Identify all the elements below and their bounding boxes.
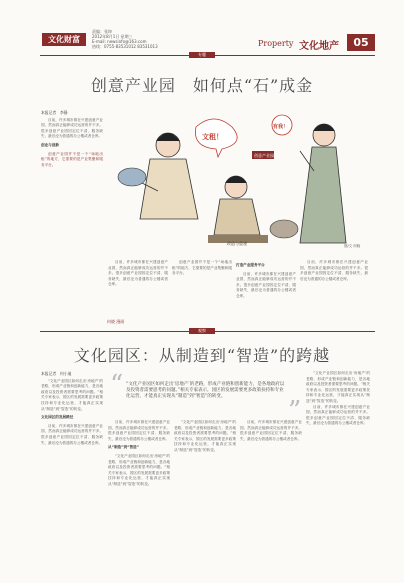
article-text: 目前，许多城市都在兴建创意产业园，然而真正能够成功运营的并不多。很多创意产业园因定位不清、服务缺失，最后沦为普通的办公楼或者仓库。 bbox=[41, 423, 103, 445]
speech-text-right: 有我！ bbox=[273, 124, 289, 130]
article-headline: 创意产业园 如何点“石”成金 bbox=[90, 76, 314, 95]
speech-text-left: 文租！ bbox=[202, 133, 223, 141]
newspaper-logo: 文化财富 bbox=[42, 33, 86, 46]
illustration-caption: 何晓 漫画 bbox=[107, 319, 125, 324]
illustration-subcaption: 改造与重建 bbox=[227, 241, 247, 246]
article-column bbox=[41, 371, 103, 571]
article-quote: “文化产业园区如何走出‘房地产’的老路，形成产业链和创新能力，是各地政府以及投资者需要思考的问题。”相关专家表示，园区的发展需要更多政策扶持和专业化运营，才能真正实现从“制造”到“智造”的转变。 bbox=[126, 382, 285, 399]
subheading: 文化园区的发展路径 bbox=[41, 415, 74, 420]
article-column bbox=[108, 420, 170, 570]
article-text: “文化产业园区如何走出‘房地产’的老路，形成产业链和创新能力，是各地政府以及投资者需要思考的问题。”相关专家表示，园区的发展需要更多政策扶持和专业化运营，才能真正实现从“制造”到“智造”的转变。 bbox=[174, 420, 236, 452]
article-column bbox=[306, 371, 370, 571]
article-text: 目前，许多城市都在兴建创意产业园，然而真正能够成功运营的并不多。很多创意产业园因定位不清、服务缺失，最后沦为普通的办公楼或者仓库。 bbox=[108, 260, 168, 287]
article-text: 目前，许多城市都在兴建创意产业园，然而真正能够成功运营的并不多。很多创意产业园因定位不清、服务缺失，最后沦为普通的办公楼或者仓库。 bbox=[236, 271, 296, 298]
subheading: 打造产业服务平台 bbox=[236, 263, 265, 267]
section-title-en: Property bbox=[258, 39, 294, 48]
byline: 本报记者 何小迪 bbox=[41, 371, 72, 376]
article-column bbox=[240, 420, 302, 570]
article-column bbox=[174, 420, 236, 570]
editor-line: 2012年8月1日 星期三 bbox=[92, 34, 133, 39]
page-number: 05 bbox=[347, 34, 375, 51]
section-title-cn: 文化地产 bbox=[299, 41, 339, 52]
article-headline: 文化园区：从制造到“智造”的跨越 bbox=[73, 346, 331, 365]
quote-close-mark: ” bbox=[288, 396, 302, 426]
editor-line: 热线：0755-83531012 83531013 bbox=[92, 44, 158, 49]
subheading: 从“制造”到“智造” bbox=[108, 445, 140, 450]
article-column bbox=[236, 260, 296, 328]
article-column bbox=[172, 260, 232, 328]
article-text: 创意产业园并不是一个“场地出租”的地方，它需要的是产业集聚和服务平台。 bbox=[172, 260, 232, 276]
article-intro: 目前，许多城市都在兴建创意产业园，然而真正能够成功运营的并不多。很多创意产业园因定位不清、服务缺失，最后沦为普通的办公楼或者仓库。 bbox=[41, 117, 103, 139]
sign-text: 创意产业园 bbox=[254, 153, 274, 158]
article-text: 目前，许多城市都在兴建创意产业园，然而真正能够成功运营的并不多。很多创意产业园因定位不清、服务缺失，最后沦为普通的办公楼或者仓库。 bbox=[240, 420, 302, 441]
article-text: 目前，许多城市都在兴建创意产业园，然而真正能够成功运营的并不多。很多创意产业园因定位不清、服务缺失，最后沦为普通的办公楼或者仓库。 bbox=[108, 420, 170, 441]
article-text: 目前，许多城市都在兴建创意产业园，然而真正能够成功运营的并不多。很多创意产业园因定位不清、服务缺失，最后沦为普通的办公楼或者仓库。 bbox=[306, 404, 370, 426]
section-tag: 观察 bbox=[189, 328, 215, 334]
article-text: “文化产业园区如何走出‘房地产’的老路，形成产业链和创新能力，是各地政府以及投资者需要思考的问题。”相关专家表示，园区的发展需要更多政策扶持和专业化运营，才能真正实现从“制造”到“智造”的转变。 bbox=[306, 371, 370, 403]
article-text: 目前，许多城市都在兴建创意产业园，然而真正能够成功运营的并不多。很多创意产业园因定位不清、服务缺失，最后沦为普通的办公楼或者仓库。 bbox=[300, 260, 368, 281]
article-column bbox=[41, 110, 103, 342]
editor-line: 责编：张坤 bbox=[92, 29, 112, 34]
article-column bbox=[300, 260, 368, 328]
subheading: 创业与创新 bbox=[41, 142, 59, 147]
quote-open-mark: “ bbox=[110, 370, 124, 400]
article-column bbox=[108, 260, 168, 320]
illustration-credit: 图/文 何晓 bbox=[344, 244, 361, 248]
section-tag: 专题 bbox=[189, 52, 215, 58]
byline: 本报记者 李静 bbox=[41, 110, 68, 115]
cartoon-illustration bbox=[108, 111, 366, 257]
editor-line: E-mail: newsinfo@163.com bbox=[92, 39, 147, 44]
pull-quote: 创意产业园并不是一个“场地出租”的地方，它需要的是产业集聚和服务平台。 bbox=[41, 151, 103, 167]
editor-info bbox=[92, 29, 158, 49]
article-text: “文化产业园区如何走出‘房地产’的老路，形成产业链和创新能力，是各地政府以及投资者需要思考的问题。”相关专家表示，园区的发展需要更多政策扶持和专业化运营，才能真正实现从“制造”到“智造”的转变。 bbox=[41, 378, 103, 411]
article-text: “文化产业园区如何走出‘房地产’的老路，形成产业链和创新能力，是各地政府以及投资者需要思考的问题。”相关专家表示，园区的发展需要更多政策扶持和专业化运营，才能真正实现从“制造”到“智造”的转变。 bbox=[108, 453, 170, 486]
